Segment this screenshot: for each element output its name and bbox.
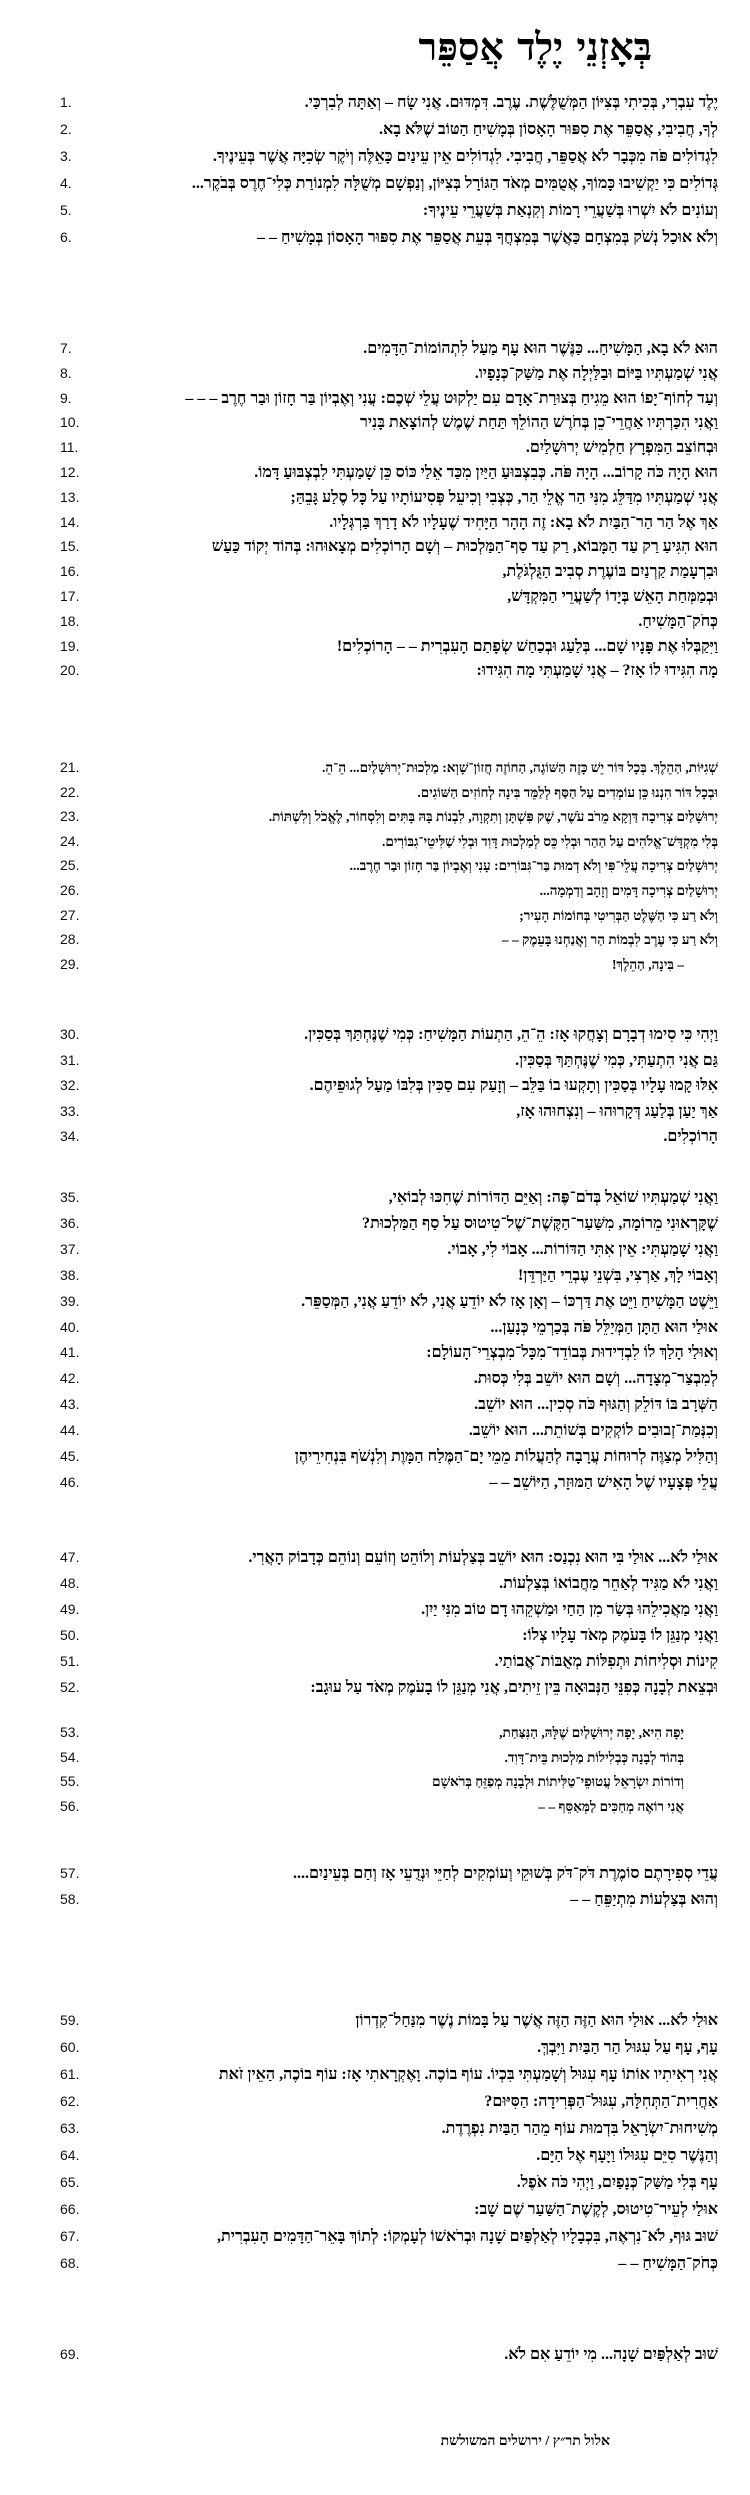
poem-line	[60, 784, 718, 808]
line-text: וַיְהִי כִּי סִימוּ דְבָרָם וְצָחֲקוּ אָז: הֵ־הֵ, הַתְעוֹת הַמָּשִׁיחַ: כְּמִי שֶׁנֶּחְתַּךְ בְּסַכִּין.	[304, 1026, 718, 1043]
line-text: אַךְ אֶל הַר הַר־הַבַּיִת לֹא בָא: זֶה הָהָר הַיָּחִיד שֶׁעָלָיו לֹא דָרַךְ בַּרְגְּלָיו.	[329, 513, 718, 531]
line-number: 62.	[60, 2093, 80, 2109]
poem-line	[60, 1865, 718, 1889]
poem-line	[60, 2120, 718, 2144]
line-number: 37.	[60, 1240, 80, 1257]
poem-line	[60, 613, 718, 637]
poem-line	[60, 2255, 718, 2279]
line-number: 58.	[60, 1891, 80, 1907]
poem-line	[60, 808, 718, 832]
line-text: הוּא הִגִּיעַ רַק עַד הַמָּבוֹא, רַק עַד סַף־הַמַּלְכוּת – וְשָׁם הָרוֹכְלִים מְצָאוּהוּ: בְּהוֹד יְקוֹד כַּעַשׁ	[211, 538, 718, 556]
line-text: וּבְמַמְּחַת הָאֵשׁ בְּיָדוֹ לְשַׁעֲרֵי הַמִּקְדָּשׁ,	[507, 588, 718, 605]
poem-line	[60, 2174, 718, 2198]
poem-line	[60, 2039, 718, 2063]
line-number: 18.	[60, 612, 80, 629]
line-number: 35.	[60, 1189, 80, 1205]
line-text: אַחֲרִית־הַתְּחִלָּה, עִגּוּל־הַפְּרִידָה: הַסִּיּוּם?	[484, 2093, 718, 2110]
line-number: 57.	[60, 1865, 80, 1881]
line-number: 54.	[60, 1748, 80, 1765]
line-number: 3.	[60, 148, 72, 164]
poem-line	[60, 833, 718, 857]
line-number: 1.	[60, 94, 72, 110]
line-number: 16.	[60, 563, 80, 580]
line-text: כְּחֹק־הַמָּשִׁיחַ.	[638, 612, 718, 630]
line-number: 52.	[60, 1679, 80, 1695]
poem-line	[60, 662, 718, 686]
line-text: שׁוּב גּוּף, לֹא־נִרְאֶה, בִּכְבָלָיו לְאַלְפַּיִם שָׁנָה וּבְרֹאשׁוֹ לְעָמְקוֹ: לְתוֹךְ בָּאֵר־הַדָּמִים הָעִבְרִית,	[217, 2228, 718, 2245]
line-number: 34.	[60, 1128, 80, 1145]
line-text: וַאֲנִי לֹא מַגִּיד לְאַחֵר מַחֲבוֹאוֹ בְּצַלְעוֹת.	[499, 1575, 718, 1592]
line-number: 69.	[60, 2346, 80, 2362]
line-number: 7.	[60, 340, 72, 356]
line-number: 36.	[60, 1214, 80, 1231]
line-number: 59.	[60, 2012, 80, 2028]
line-number: 32.	[60, 1077, 80, 1094]
line-text: קִינוֹת וּסְלִיחוֹת וּתְפִלּוֹת מְאֻבּוֹת־אֲבוֹתַי.	[494, 1653, 718, 1670]
line-text: וַאֲנִי מְנַגֵּן לוֹ בָּעֹמֶק מְאֹד עָלָיו צְלוֹ:	[522, 1627, 718, 1644]
poem-line	[60, 94, 718, 118]
line-text: אוּלַי לְעֵיר־טִיטוּס, לְקֶשֶׁת־הַשַּׁעַר שֶׁם שָׁב:	[474, 2201, 718, 2218]
line-text: הָרוֹכְלִים.	[663, 1128, 718, 1146]
line-number: 38.	[60, 1266, 80, 1283]
line-number: 30.	[60, 1026, 80, 1042]
poem-line	[60, 1679, 718, 1703]
line-text: שְׁגִיּוֹת, הַהֵלֶךְ. בְּכָל דּוֹר יֵשׁ כָּזֶה הַשּׁוֹגֶה, הַחוֹזֶה חֲזוֹן־שָׁוְא: מַלְכוּת־יְרוּשָׁלַיִם... הֵ־הֵ.	[322, 760, 718, 775]
line-text: גְּדוֹלִים כִּי יַקְשִׁיבוּ כָּמוֹךָ, אֲטֻמִּים מְאֹד הַגּוֹרָל בְּצִיּוֹן, וְנַפְשָׁם מְשֻׁלָּה לִמְנוֹרַת כְּלִי־חֶרֶס בְּבֹקֶר...	[191, 175, 718, 192]
poem-line	[60, 489, 718, 513]
line-number: 25.	[60, 857, 80, 874]
line-text: וְהַנֶּשֶׁר סִיֵּם עִגּוּלוֹ וַיָּעָף אֶל הַיָּם.	[536, 2147, 718, 2164]
line-text: וְאָבוֹי לָךְ, אַרְצִי, בִּשְׁנֵי עֶבְרֵי הַיַּרְדֵּן!	[517, 1266, 718, 1284]
line-text: הַשְּׁרָב בּוֹ דּוֹלֵק וְהַגּוּף כֹּה סְכִין... הוּא יוֹשֵׁב.	[474, 1396, 718, 1414]
poem-line	[60, 1344, 718, 1368]
line-number: 8.	[60, 364, 72, 381]
poem-line	[60, 202, 718, 226]
line-text: יְרוּשָׁלַיִם צְרִיכָה עֲלֵי־פִּי וְלֹא דְמוּת בַּר־גִּבּוֹרִים: עָנִי וְאֶבְיוֹן בַּר חָזוֹן וּבַר חֶרֶב...	[349, 858, 718, 874]
line-text: אוּלַי לֹא... אוּלַי הוּא הַזֶּה הַזֶּה אֲשֶׁר עַל בָּמוֹת נֶשֶׁר מִנַּחַל־קִדְרוֹן	[355, 2012, 718, 2029]
line-text: וְעַד לְחוֹף־יָפוֹ הוּא מֵגִיחַ בְּצוּרַת־אָדָם עִם יַלְקוּט עֲלֵי שְׁכֶם: עֲנִי וְאֶבְיוֹן בַּר חָזוֹן וּבַר חֶרֶב – – –	[185, 389, 718, 407]
line-text: אֲנִי רוֹאֶה מְחַכִּים לַמְּאַסֵּף – –	[538, 1799, 684, 1815]
line-text: וְאוּלַי הָלַךְ לוֹ לִבְדִידוּת בְּבוֹדֵד־מִכָּל־מִבְצְרֵי־הָעוֹלָם:	[426, 1344, 718, 1362]
line-text: וְכִנְּמַת־זְבוּבִים לוֹקְקִים בְּשׁוֹתֵת... הוּא יוֹשֵׁב.	[468, 1422, 718, 1440]
line-text: יְרוּשָׁלַיִם צְרִיכָה דָּמִים וְזָהָב וְדַמְמָה...	[539, 883, 718, 898]
poem-line	[60, 390, 718, 414]
line-text: וְהוּא בְּצַלְעוֹת מִתְיַפֵּחַ – –	[570, 1891, 718, 1908]
line-text: וַאֲנִי שָׁמַעְתִּי: אֵין אִתִּי הַדּוֹרוֹת... אָבוֹי לִי, אָבוֹי.	[447, 1240, 718, 1258]
line-text: וְלֹא רַע כִּי הַשֶּׁלֶט הַבְּרִיטִי בְּחוֹמוֹת הָעִיר;	[519, 907, 718, 923]
line-number: 20.	[60, 662, 80, 679]
poem-line	[60, 563, 718, 587]
line-text: וַיִּקַבְּלוּ אֶת פָּנָיו שָׁם... בְּלַעַג וּבְכַחַשׁ שְׂפָתַם הָעִבְרִית – – הָרוֹכְלִים!	[336, 637, 718, 655]
poem-line	[60, 1052, 718, 1076]
poem-line	[60, 148, 718, 172]
poem-line	[60, 1749, 718, 1773]
line-text: וּבְצֵאת לְבָנָה כְּפִנֵּי הַנְּבוּאָה בֵּין זֵיתִים, אֲנִי מְנַגֵּן לוֹ בָעֹמֶק מְאֹד עַל עוּגָב:	[310, 1679, 718, 1696]
line-text: אוּלַי הוּא הַתָּן הַמְּיַלֵּל פֹּה בְּכַרְמֵי כְּנָעַן...	[490, 1318, 718, 1336]
line-number: 26.	[60, 882, 80, 898]
poem-line	[60, 414, 718, 438]
line-text: בְּהוֹד לְבָנָה כְּבְלִילוֹת מַלְכוּת בֵּית־דָּוִד.	[504, 1749, 684, 1765]
line-text: בְּלִי מִקְדָּשׁ־אֱלֹהִים עַל הַהַר וּבְלִי כֵּס לְמַלְכוּת דָּוִד וּבְלִי שַׁלִּיטֵי־גִבּוֹרִים.	[382, 833, 718, 849]
line-text: וְעוֹנִים לֹא יִשְׁרוּ בְּשַׁעֲרֵי רָמוֹת וְקִנְאַת בְּשַׁעֲרֵי עֵינֶיךָ:	[422, 202, 718, 219]
line-number: 44.	[60, 1422, 80, 1439]
line-text: הוּא הָיָה כֹּה קָרוֹב... הָיָה פֹּה. כְּבִצְבּוּעַ הַיַּיִן מִכַּד אֵלַי כּוֹס כֵּן שָׁמַעְתִּי לִבְצְבּוּעַ דָּמוֹ.	[254, 464, 718, 481]
line-number: 23.	[60, 808, 80, 825]
line-text: עָף בְּלִי מַשַּׁק־כְּנָפַיִם, וַיְהִי כֹּה אֹפֶל.	[516, 2174, 718, 2191]
line-number: 45.	[60, 1448, 80, 1464]
line-text: וַאֲנִי הִכַּרְתִּיו אַחֲרֵי־כֵן בְּחֹרֶשׁ הַהוֹלֵךְ תַּחַת שֶׁמֶשׁ לְהוֹצָאַת בָּנִיר	[359, 414, 718, 432]
poem-line	[60, 365, 718, 389]
poem-line	[60, 1267, 718, 1291]
line-number: 6.	[60, 229, 72, 245]
poem-line	[60, 1891, 718, 1915]
poem-line	[60, 1798, 718, 1822]
line-text: יֶלֶד עִבְרִי, בְּכִיתִי בְּצִיּוֹן הַמְּשֻׁלֶּשֶׁת. עֶרֶב. דִּמְדּוּם. אֲנִי שָׂח – וְאַתָּה לְבִרְכַּי.	[304, 94, 718, 111]
line-number: 39.	[60, 1292, 80, 1309]
line-number: 15.	[60, 538, 80, 555]
line-number: 51.	[60, 1653, 80, 1669]
poem-line	[60, 857, 718, 881]
poem-line	[60, 538, 718, 562]
poem-line	[60, 1422, 718, 1446]
poem-line	[60, 1627, 718, 1651]
poem-line	[60, 121, 718, 145]
line-number: 12.	[60, 464, 80, 480]
line-text: כְּחֹק־הַמָּשִׁיחַ – –	[618, 2255, 718, 2272]
line-number: 63.	[60, 2120, 80, 2136]
line-number: 10.	[60, 414, 80, 431]
line-text: אִלּוּ קָמוּ עָלָיו בְּסַכִּין וְתָקְעוּ בוֹ בַּלֵּב – וְזָעַק עִם סַכִּין בְּלִבּוֹ מַעַל לְגוּפֵיהֶם.	[309, 1077, 718, 1095]
line-text: וְלֹא רַע כִּי עֶרֶב לִבְמוֹת הַר וְאֲנַחְנוּ בָּעֵמֶק – –	[501, 932, 718, 948]
line-number: 67.	[60, 2228, 80, 2244]
poem-line	[60, 1241, 718, 1265]
line-text: עֲלֵי פְּצָעָיו שֶׁל הָאִישׁ הַמּוּזָר, הַיּוֹשֵׁב – –	[489, 1473, 718, 1491]
line-number: 40.	[60, 1318, 80, 1335]
line-text: וְהַלִּיל מְצַוֶּה לְרוּחוֹת עֲרָבָה לְהַעֲלוֹת מֵמֵי יָם־הַמֶּלַח הַמָּוֶת וְלִנְשֹׁף בִּנְחִירֵיהֶן	[294, 1448, 718, 1465]
poem-line	[60, 464, 718, 488]
poem-line	[60, 1773, 718, 1797]
poem-line	[60, 1128, 718, 1152]
poem-line	[60, 2147, 718, 2171]
poem-line	[60, 1474, 718, 1498]
poem-line	[60, 882, 718, 906]
poem-line	[60, 2012, 718, 2036]
line-number: 41.	[60, 1344, 80, 1361]
poem-line	[60, 514, 718, 538]
line-text: וּבְחוֹצֵב הַמִּפְרָץ חַלְמִישׁ יְרוּשָׁלַיִם.	[525, 439, 718, 457]
line-number: 56.	[60, 1798, 80, 1815]
line-text: וַאֲנִי מַאֲכִילֵהוּ בְּשַׂר מִן הַחַי וּמַשְׁקֵהוּ דָם טוֹב מִנִּי יַיִן.	[421, 1601, 718, 1618]
poem-line	[60, 759, 718, 783]
line-text: וְדוֹרוֹת יִשְׂרָאֵל עֲטוּפֵי־טַלִּיתוֹת וּלְבָנָה מְפַזֵּחַ בְּרֹאשָׁם	[432, 1774, 684, 1790]
line-number: 66.	[60, 2201, 80, 2217]
line-number: 5.	[60, 202, 72, 218]
line-text: מְשִׁיחוּת־יִשְׂרָאֵל בִּדְמוּת עוֹף מֵהַר הַבַּיִת נִפְרֶדֶת.	[441, 2120, 718, 2137]
line-number: 50.	[60, 1627, 80, 1643]
poem-line	[60, 439, 718, 463]
line-number: 47.	[60, 1549, 80, 1565]
line-number: 28.	[60, 931, 80, 948]
poem-line	[60, 956, 718, 980]
line-text: הוּא לֹא בָא, הַמָּשִׁיחַ... כַּנֶּשֶׁר הוּא עָף מַעַל לִתְהוֹמוֹת־הַדָּמִים.	[363, 340, 718, 357]
line-text: לְךָ, חֲבִיבִי, אֲסַפֵּר אֶת סִפּוּר הָאָסוֹן בְּמָשִׁיחַ הַטּוֹב שֶׁלֹּא בָא.	[378, 121, 718, 138]
line-text: וַאֲנִי שְׁמַעְתִּיו שׁוֹאֵל בְּדֹם־פֶּה: וְאַיֵּם הַדּוֹרוֹת שֶׁחִכּוּ לְבוֹאִי,	[388, 1189, 718, 1206]
line-number: 17.	[60, 588, 80, 604]
line-number: 55.	[60, 1773, 80, 1790]
line-text: וּבִרְעָמַת קַרְנַיִם בּוֹעֶרֶת סְבִיב הַגֻּלְגֹּלֶת,	[502, 563, 718, 581]
line-text: וַיֵּשֶׁט הַמָּשִׁיחַ וַיֵּט אֶת דַּרְכּוֹ – וְאָן אָז לֹא יוֹדֵעַ אֲנִי, לֹא יוֹדֵעַ אֲנִי, הַמְּסַפֵּר.	[301, 1292, 718, 1310]
line-number: 21.	[60, 759, 80, 775]
poem-footer: אלול תר״ץ / ירושלים המשולשת	[440, 2434, 610, 2449]
line-text: אֲנִי שְׁמַעְתִּיו מִדַּלֵּג מִנִּי הַר אֱלֵי הַר, כְּצְבִי וְכִיעֵל פְּסִיעוֹתָיו עַל כָּל סֶלַע גָּבֵהַּ;	[290, 488, 718, 506]
poem-line	[60, 1448, 718, 1472]
poem-line	[60, 1575, 718, 1599]
poem-line	[60, 2066, 718, 2090]
line-text: – בִּינָה, הַהֵלֶךְ!	[611, 956, 684, 972]
line-text: מָה הִגִּידוּ לוֹ אָז? – אֲנִי שָׁמַעְתִּי מָה הִגִּידוּ:	[476, 662, 718, 680]
poem-line	[60, 2228, 718, 2252]
line-number: 68.	[60, 2255, 80, 2271]
poem-line	[60, 1103, 718, 1127]
line-text: יְרוּשָׁלַיִם צְרִיכָה דַּוְקָא מֵרֹב עֹשֶׁר, שֶׁק פִּשְׁתָּן וְתִקְוָה, לִבְנוֹת בָּהּ בָּתִּים וְלִסְחוֹר, לֶאֱכֹל וְלִשְׁתּוֹת.	[268, 809, 718, 825]
line-text: וְלֹא אוּכַל נְשֹׁק בְּמִצְחָם כַּאֲשֶׁר בְּמִצְחֲךָ בְּעֵת אֲסַפֵּר אֶת סִפּוּר הָאָסוֹן בְּמָשִׁיחַ – –	[256, 229, 718, 246]
line-number: 4.	[60, 175, 72, 191]
line-text: יָפָה הִיא, יָפָה יְרוּשָׁלַיִם שֶׁלָּהּ, הַנִּצַּחַת,	[499, 1725, 684, 1740]
poem-line	[60, 1370, 718, 1394]
line-number: 19.	[60, 637, 80, 654]
line-text: עָף, עָף עַל עִגּוּל הַר הַבַּיִת וַיִּבְךְּ.	[537, 2039, 718, 2056]
poem-line	[60, 2093, 718, 2117]
line-text: לְמִבְצַר־מְצָדָה... וְשָׁם הוּא יוֹשֵׁב בְּלִי כְּסוּת.	[473, 1370, 718, 1388]
line-text: אֲנִי שְׁמַעְתִּיו בַּיּוֹם וּבַלַּיְלָה אֶת מַשַּׁק־כְּנָפָיו.	[474, 364, 718, 382]
line-text: לִגְדוֹלִים פֹּה מִכְּבָר לֹא אֲסַפֵּר, חֲבִיבִי. לִגְדוֹלִים אֵין עֵינַיִם כָּאֵלֶּה וְיֹקֶר שְׂכִיָּה אֲשֶׁר בְּעֵינֶיךָ.	[212, 148, 718, 165]
line-number: 14.	[60, 513, 80, 530]
line-number: 48.	[60, 1575, 80, 1591]
line-number: 22.	[60, 783, 80, 800]
line-text: שֶׁקָּרְאוּנִי מֵרוֹמָה, מִשַּׁעַר־הַקֶּשֶׁת־שֶׁל־טִיטוּס עַל סַף הַמַּלְכוּת?	[362, 1214, 718, 1232]
poem-line	[60, 1724, 718, 1748]
poem-line	[60, 907, 718, 931]
line-text: שׁוּב לְאַלְפַּיִם שָׁנָה... מִי יוֹדֵעַ אִם לֹא.	[504, 2346, 718, 2363]
line-number: 2.	[60, 121, 72, 137]
line-number: 60.	[60, 2039, 80, 2055]
poem-line	[60, 175, 718, 199]
line-number: 33.	[60, 1102, 80, 1119]
line-number: 42.	[60, 1370, 80, 1387]
line-number: 46.	[60, 1473, 80, 1490]
line-text: עֲדֵי סְפִירָתֶם סוֹמֶרֶת דֹּק־דֹּק בְּשׁוּקֵי וְעוֹמְקִים לְחַיֵּי וּנְדֻעֵי אָז וְחַם בְּעֵינַיִם....	[292, 1865, 718, 1882]
line-number: 43.	[60, 1396, 80, 1413]
poem-line	[60, 1215, 718, 1239]
poem-line	[60, 340, 718, 364]
poem-line	[60, 638, 718, 662]
poem-line	[60, 1319, 718, 1343]
line-number: 13.	[60, 488, 80, 505]
poem-line	[60, 1026, 718, 1050]
poem-line	[60, 1653, 718, 1677]
line-number: 53.	[60, 1724, 80, 1740]
line-number: 27.	[60, 906, 80, 923]
line-text: אֲנִי רְאִיתִיו אוֹתוֹ עָף עִגּוּל וְשָׁמַעְתִּי בִּכְיוֹ. עוֹף בוֹכֶה. וָאֶקְרָאתִי אָז: עוֹף בוֹכֶה, הַאֵין זֹאת	[218, 2066, 718, 2083]
poem-line	[60, 1077, 718, 1101]
poem-line	[60, 588, 718, 612]
poem-line	[60, 1189, 718, 1213]
poem-line	[60, 2346, 718, 2370]
line-number: 11.	[60, 439, 79, 456]
line-text: גַּם אֲנִי הִתְעַתִּי, כְּמִי שֶׁנֶּחְתַּךְ בְּסַכִּין.	[515, 1051, 718, 1069]
line-number: 61.	[60, 2066, 80, 2082]
line-number: 64.	[60, 2147, 80, 2163]
poem-title: בְּאָזְנֵי יֶלֶד אֲסַפֵּר	[418, 24, 652, 69]
line-number: 9.	[60, 389, 72, 406]
poem-line	[60, 229, 718, 253]
poem-line	[60, 2201, 718, 2225]
poem-line	[60, 1601, 718, 1625]
line-number: 24.	[60, 832, 80, 849]
line-text: אוּלַי לֹא... אוּלַי בִּי הוּא נִכְנַס: הוּא יוֹשֵׁב בְּצַלְעוֹת וְלוֹהֵט וְזוֹעֵם וְנוֹהֵם כְּדָבוֹק הָאֲרִי.	[248, 1549, 718, 1566]
line-number: 31.	[60, 1051, 80, 1068]
line-number: 29.	[60, 955, 80, 972]
poem-line	[60, 931, 718, 955]
line-text: וּבְכָל דּוֹר הִנְנוּ כֵּן עוֹמְדִים עַל הַסַּף לְלַמֵּד בִּינָה לְחוֹזִים הַשּׁוֹגִים.	[417, 784, 718, 800]
poem-line	[60, 1293, 718, 1317]
line-number: 49.	[60, 1601, 80, 1617]
line-number: 65.	[60, 2174, 80, 2190]
poem-line	[60, 1396, 718, 1420]
poem-line	[60, 1549, 718, 1573]
line-text: אַךְ יַעַן בְּלַעַג דְּקָרוּהוּ – וְנִצְחוּהוּ אָז,	[516, 1102, 718, 1120]
